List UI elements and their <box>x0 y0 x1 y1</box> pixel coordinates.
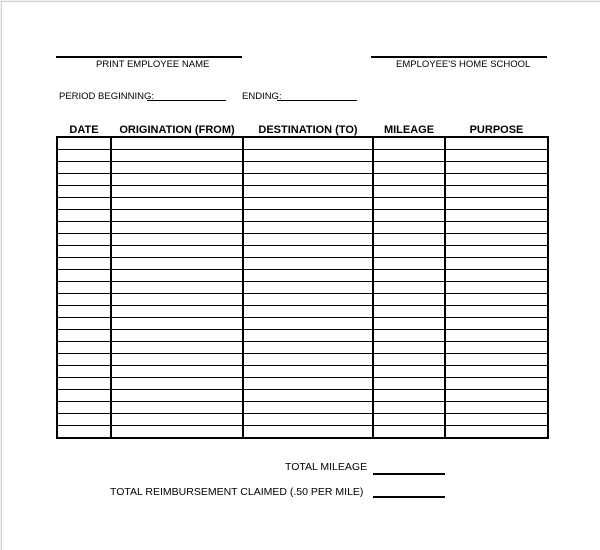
mileage-cell[interactable] <box>373 234 445 246</box>
destination-cell[interactable] <box>243 210 373 222</box>
mileage-cell[interactable] <box>373 330 445 342</box>
date-cell[interactable] <box>57 390 111 402</box>
origination-cell[interactable] <box>111 174 243 186</box>
origination-cell[interactable] <box>111 294 243 306</box>
table-row <box>57 210 548 222</box>
purpose-cell[interactable] <box>445 282 548 294</box>
origination-cell[interactable] <box>111 246 243 258</box>
destination-cell[interactable] <box>243 366 373 378</box>
mileage-cell[interactable] <box>373 306 445 318</box>
column-header-origination: ORIGINATION (FROM) <box>111 123 243 137</box>
destination-cell[interactable] <box>243 186 373 198</box>
origination-cell[interactable] <box>111 282 243 294</box>
destination-cell[interactable] <box>243 234 373 246</box>
employee-name-line[interactable] <box>56 56 242 58</box>
mileage-cell[interactable] <box>373 294 445 306</box>
table-row <box>57 390 548 402</box>
table-row <box>57 174 548 186</box>
destination-cell[interactable] <box>243 402 373 414</box>
mileage-cell[interactable] <box>373 210 445 222</box>
destination-cell[interactable] <box>243 137 373 150</box>
table-row <box>57 426 548 439</box>
purpose-cell[interactable] <box>445 246 548 258</box>
mileage-cell[interactable] <box>373 258 445 270</box>
table-row <box>57 402 548 414</box>
date-cell[interactable] <box>57 342 111 354</box>
date-cell[interactable] <box>57 354 111 366</box>
origination-cell[interactable] <box>111 390 243 402</box>
mileage-cell[interactable] <box>373 198 445 210</box>
date-cell[interactable] <box>57 366 111 378</box>
destination-cell[interactable] <box>243 390 373 402</box>
mileage-cell[interactable] <box>373 150 445 162</box>
destination-cell[interactable] <box>243 378 373 390</box>
table-row <box>57 246 548 258</box>
purpose-cell[interactable] <box>445 414 548 426</box>
table-row <box>57 330 548 342</box>
mileage-cell[interactable] <box>373 162 445 174</box>
mileage-cell[interactable] <box>373 282 445 294</box>
mileage-cell[interactable] <box>373 270 445 282</box>
origination-cell[interactable] <box>111 366 243 378</box>
table-row <box>57 294 548 306</box>
total-mileage-label: TOTAL MILEAGE <box>285 461 368 473</box>
mileage-cell[interactable] <box>373 402 445 414</box>
table-row <box>57 258 548 270</box>
origination-cell[interactable] <box>111 222 243 234</box>
mileage-log-table <box>56 123 549 439</box>
origination-cell[interactable] <box>111 402 243 414</box>
employee-name-label: PRINT EMPLOYEE NAME <box>96 59 210 70</box>
origination-cell[interactable] <box>111 186 243 198</box>
mileage-cell[interactable] <box>373 354 445 366</box>
column-header-destination: DESTINATION (TO) <box>243 123 373 137</box>
table-row <box>57 378 548 390</box>
destination-cell[interactable] <box>243 318 373 330</box>
origination-cell[interactable] <box>111 234 243 246</box>
purpose-cell[interactable] <box>445 234 548 246</box>
reimbursement-field[interactable] <box>373 496 445 498</box>
date-cell[interactable] <box>57 234 111 246</box>
mileage-cell[interactable] <box>373 174 445 186</box>
origination-cell[interactable] <box>111 258 243 270</box>
mileage-cell[interactable] <box>373 414 445 426</box>
date-cell[interactable] <box>57 426 111 439</box>
purpose-cell[interactable] <box>445 294 548 306</box>
origination-cell[interactable] <box>111 306 243 318</box>
table-row <box>57 162 548 174</box>
column-header-date: DATE <box>57 123 111 137</box>
destination-cell[interactable] <box>243 426 373 439</box>
table-row <box>57 354 548 366</box>
date-cell[interactable] <box>57 306 111 318</box>
table-header-row <box>57 123 548 137</box>
purpose-cell[interactable] <box>445 318 548 330</box>
mileage-cell[interactable] <box>373 246 445 258</box>
date-cell[interactable] <box>57 258 111 270</box>
column-header-mileage: MILEAGE <box>373 123 445 137</box>
ending-label: ENDING: <box>242 91 282 102</box>
origination-cell[interactable] <box>111 137 243 150</box>
destination-cell[interactable] <box>243 222 373 234</box>
date-cell[interactable] <box>57 330 111 342</box>
table-row <box>57 234 548 246</box>
date-cell[interactable] <box>57 270 111 282</box>
mileage-cell[interactable] <box>373 366 445 378</box>
origination-cell[interactable] <box>111 198 243 210</box>
origination-cell[interactable] <box>111 150 243 162</box>
mileage-cell[interactable] <box>373 186 445 198</box>
origination-cell[interactable] <box>111 426 243 439</box>
destination-cell[interactable] <box>243 306 373 318</box>
date-cell[interactable] <box>57 402 111 414</box>
date-cell[interactable] <box>57 414 111 426</box>
form-page <box>1 1 600 550</box>
table-row <box>57 137 548 150</box>
destination-cell[interactable] <box>243 294 373 306</box>
home-school-label: EMPLOYEE'S HOME SCHOOL <box>396 59 531 70</box>
purpose-cell[interactable] <box>445 174 548 186</box>
destination-cell[interactable] <box>243 414 373 426</box>
purpose-cell[interactable] <box>445 137 548 150</box>
table-row <box>57 366 548 378</box>
origination-cell[interactable] <box>111 342 243 354</box>
table-row <box>57 222 548 234</box>
date-cell[interactable] <box>57 137 111 150</box>
mileage-cell[interactable] <box>373 426 445 439</box>
purpose-cell[interactable] <box>445 258 548 270</box>
purpose-cell[interactable] <box>445 210 548 222</box>
total-mileage-field[interactable] <box>373 473 445 475</box>
column-header-purpose: PURPOSE <box>445 123 548 137</box>
date-cell[interactable] <box>57 294 111 306</box>
purpose-cell[interactable] <box>445 402 548 414</box>
mileage-cell[interactable] <box>373 378 445 390</box>
purpose-cell[interactable] <box>445 162 548 174</box>
table-row <box>57 318 548 330</box>
table-row <box>57 306 548 318</box>
date-cell[interactable] <box>57 378 111 390</box>
origination-cell[interactable] <box>111 354 243 366</box>
period-beginning-field[interactable] <box>147 100 226 101</box>
destination-cell[interactable] <box>243 174 373 186</box>
table-row <box>57 270 548 282</box>
origination-cell[interactable] <box>111 414 243 426</box>
date-cell[interactable] <box>57 246 111 258</box>
table-row <box>57 198 548 210</box>
purpose-cell[interactable] <box>445 366 548 378</box>
table-row <box>57 342 548 354</box>
destination-cell[interactable] <box>243 246 373 258</box>
purpose-cell[interactable] <box>445 330 548 342</box>
mileage-cell[interactable] <box>373 342 445 354</box>
date-cell[interactable] <box>57 162 111 174</box>
date-cell[interactable] <box>57 318 111 330</box>
origination-cell[interactable] <box>111 330 243 342</box>
destination-cell[interactable] <box>243 270 373 282</box>
purpose-cell[interactable] <box>445 270 548 282</box>
table-row <box>57 414 548 426</box>
origination-cell[interactable] <box>111 210 243 222</box>
date-cell[interactable] <box>57 210 111 222</box>
destination-cell[interactable] <box>243 354 373 366</box>
purpose-cell[interactable] <box>445 306 548 318</box>
destination-cell[interactable] <box>243 330 373 342</box>
origination-cell[interactable] <box>111 162 243 174</box>
purpose-cell[interactable] <box>445 390 548 402</box>
period-beginning-label: PERIOD BEGINNING: <box>59 91 155 102</box>
table-row <box>57 150 548 162</box>
origination-cell[interactable] <box>111 270 243 282</box>
purpose-cell[interactable] <box>445 354 548 366</box>
mileage-cell[interactable] <box>373 222 445 234</box>
table-row <box>57 186 548 198</box>
destination-cell[interactable] <box>243 198 373 210</box>
destination-cell[interactable] <box>243 342 373 354</box>
reimbursement-label: TOTAL REIMBURSEMENT CLAIMED (.50 PER MILE) <box>110 486 364 498</box>
date-cell[interactable] <box>57 150 111 162</box>
date-cell[interactable] <box>57 198 111 210</box>
purpose-cell[interactable] <box>445 222 548 234</box>
mileage-cell[interactable] <box>373 318 445 330</box>
origination-cell[interactable] <box>111 318 243 330</box>
date-cell[interactable] <box>57 222 111 234</box>
mileage-cell[interactable] <box>373 390 445 402</box>
purpose-cell[interactable] <box>445 378 548 390</box>
purpose-cell[interactable] <box>445 198 548 210</box>
destination-cell[interactable] <box>243 162 373 174</box>
destination-cell[interactable] <box>243 258 373 270</box>
date-cell[interactable] <box>57 174 111 186</box>
purpose-cell[interactable] <box>445 342 548 354</box>
mileage-cell[interactable] <box>373 137 445 150</box>
purpose-cell[interactable] <box>445 426 548 439</box>
ending-field[interactable] <box>277 100 357 101</box>
table-row <box>57 282 548 294</box>
destination-cell[interactable] <box>243 282 373 294</box>
purpose-cell[interactable] <box>445 150 548 162</box>
destination-cell[interactable] <box>243 150 373 162</box>
home-school-line[interactable] <box>371 56 547 58</box>
date-cell[interactable] <box>57 186 111 198</box>
origination-cell[interactable] <box>111 378 243 390</box>
date-cell[interactable] <box>57 282 111 294</box>
purpose-cell[interactable] <box>445 186 548 198</box>
